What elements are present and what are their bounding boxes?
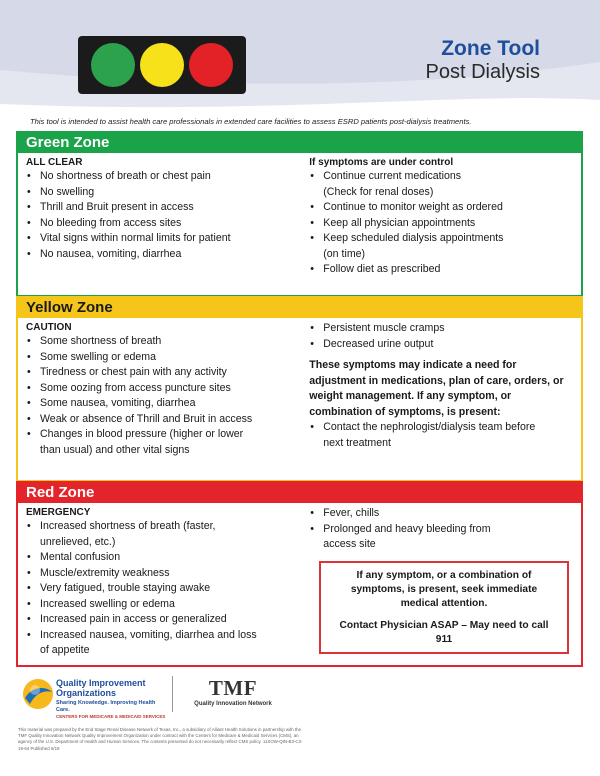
- traffic-light-icon: [78, 36, 246, 94]
- qio-tagline: Sharing Knowledge. Improving Health Care.: [56, 700, 156, 713]
- yellow-left-list: [26, 334, 309, 458]
- green-light: [91, 43, 135, 87]
- list-item: • Thrill and Bruit present in access: [26, 200, 309, 216]
- list-item: • Some swelling or edema: [26, 350, 309, 366]
- list-item: • Persistent muscle cramps: [309, 321, 573, 337]
- red-light: [189, 43, 233, 87]
- qio-name-line-1: Quality Improvement: [56, 678, 146, 688]
- list-item: • Prolonged and heavy bleeding from access site: [309, 522, 573, 553]
- list-item: • Mental confusion: [26, 550, 309, 566]
- list-item: • Keep all physician appointments: [309, 216, 573, 232]
- tmf-subtitle: Quality Innovation Network: [194, 701, 272, 707]
- green-zone: [16, 131, 583, 297]
- alert-text: If any symptom, or a combination of symptoms, is present, seek immediate medical attention.: [350, 570, 538, 609]
- list-item: • Decreased urine output: [309, 337, 573, 353]
- yellow-zone: [16, 296, 583, 482]
- yellow-right-list-2: [309, 420, 573, 451]
- list-item: • Some oozing from access puncture sites: [26, 381, 309, 397]
- header: [0, 0, 600, 112]
- green-right-heading: If symptoms are under control: [309, 157, 454, 168]
- yellow-instruction: These symptoms may indicate a need for adjustment in medications, plan of care, orders, or weight management. If any symptom, or combination of symptoms, is present:: [309, 359, 564, 418]
- title-block: [426, 38, 540, 84]
- green-right-list: [309, 169, 573, 278]
- tmf-logo: [178, 676, 288, 708]
- page-subtitle: Post Dialysis: [425, 61, 540, 83]
- red-zone-title: Red Zone: [18, 483, 581, 503]
- list-item: • Some shortness of breath: [26, 334, 309, 350]
- list-item: • No nausea, vomiting, diarrhea: [26, 247, 309, 263]
- emergency-alert-box: [319, 561, 569, 654]
- logo-divider: [172, 676, 173, 712]
- yellow-left-heading: CAUTION: [26, 322, 72, 333]
- green-zone-title: Green Zone: [18, 133, 581, 153]
- footer-logos: [18, 676, 318, 719]
- list-item: • Some nausea, vomiting, diarrhea: [26, 396, 309, 412]
- green-left-heading: ALL CLEAR: [26, 157, 83, 168]
- red-right-list: [309, 506, 573, 553]
- red-left-list: [26, 519, 309, 659]
- disclaimer-fineprint: This material was prepared by the End Stage Renal Disease Network of Texas, Inc., a subsidiary of Alliant Health Solutions in partnership with the TMF Quality Innovation Network Quality Improvement Organization under contract with the Centers for Medicare & Medicaid Services (CMS), an agency of the U.S. Department of Health and Human Services. The contents presented do not necessarily reflect CMS policy. 11SOW-QIN-B3-C3-19-64 Published 6/19: [18, 727, 303, 751]
- red-left-heading: EMERGENCY: [26, 507, 91, 518]
- qio-logo-icon: [22, 678, 54, 710]
- green-left-list: [26, 169, 309, 262]
- intro-text: This tool is intended to assist health care professionals in extended care facilities to assess ESRD patients post-dialysis treatments.: [30, 117, 472, 126]
- list-item: • Tiredness or chest pain with any activity: [26, 365, 309, 381]
- list-item: • Muscle/extremity weakness: [26, 566, 309, 582]
- yellow-right-list: [309, 321, 573, 352]
- yellow-light: [140, 43, 184, 87]
- list-item: • Increased shortness of breath (faster, unrelieved, etc.): [26, 519, 309, 550]
- list-item: • Continue current medications (Check for renal doses): [309, 169, 573, 200]
- list-item: • Follow diet as prescribed: [309, 262, 573, 278]
- list-item: • Changes in blood pressure (higher or lower than usual) and other vital signs: [26, 427, 309, 458]
- alert-contact: Contact Physician ASAP – May need to call 911: [339, 620, 549, 645]
- list-item: • Increased swelling or edema: [26, 597, 309, 613]
- list-item: • No bleeding from access sites: [26, 216, 309, 232]
- yellow-zone-title: Yellow Zone: [18, 298, 581, 318]
- qio-logo: [18, 676, 168, 719]
- list-item: • Increased nausea, vomiting, diarrhea and loss of appetite: [26, 628, 309, 659]
- list-item: • No shortness of breath or chest pain: [26, 169, 309, 185]
- page-title: Zone Tool: [441, 37, 540, 60]
- qio-name-line-2: Organizations: [56, 688, 117, 698]
- list-item: • Continue to monitor weight as ordered: [309, 200, 573, 216]
- list-item: • Weak or absence of Thrill and Bruit in access: [26, 412, 309, 428]
- list-item: • Vital signs within normal limits for patient: [26, 231, 309, 247]
- list-item: • Fever, chills: [309, 506, 573, 522]
- list-item: • No swelling: [26, 185, 309, 201]
- list-item: • Increased pain in access or generalized: [26, 612, 309, 628]
- list-item: • Contact the nephrologist/dialysis team before next treatment: [309, 420, 573, 451]
- list-item: • Keep scheduled dialysis appointments (on time): [309, 231, 573, 262]
- list-item: • Very fatigued, trouble staying awake: [26, 581, 309, 597]
- qio-cms-line: CENTERS FOR MEDICARE & MEDICAID SERVICES: [56, 714, 166, 719]
- tmf-name: TMF: [208, 676, 258, 700]
